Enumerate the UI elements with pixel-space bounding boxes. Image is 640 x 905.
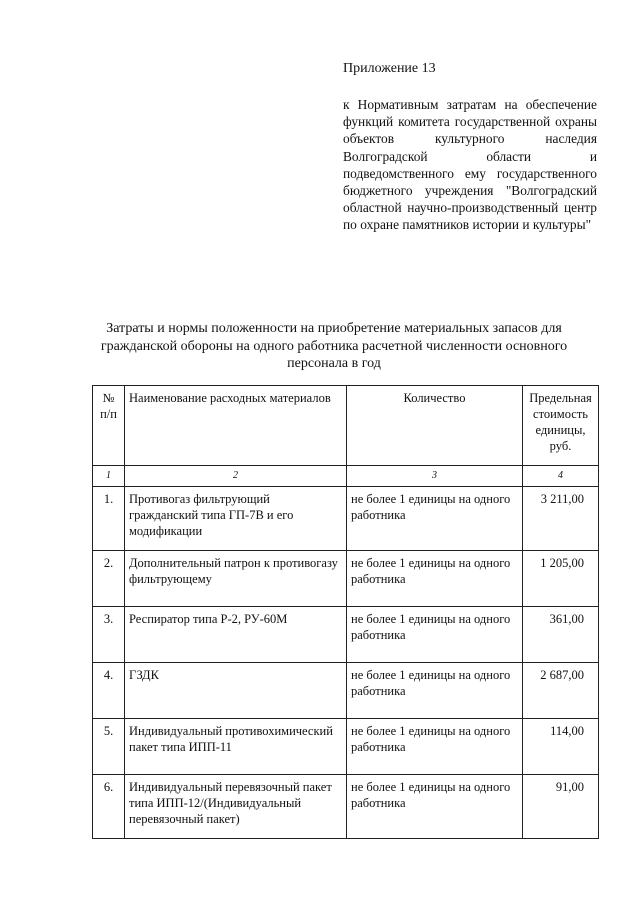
row-price: 1 205,00 — [523, 551, 599, 607]
table-row — [93, 775, 599, 839]
table-row — [93, 607, 599, 663]
table-row — [93, 487, 599, 551]
column-index: 2 — [125, 466, 347, 487]
row-num: 6. — [93, 775, 125, 839]
row-quantity: не более 1 единицы на одного работника — [347, 719, 523, 775]
row-name: ГЗДК — [125, 663, 347, 719]
row-price: 3 211,00 — [523, 487, 599, 551]
table-row — [93, 719, 599, 775]
header-quantity: Количество — [347, 386, 523, 466]
row-price: 91,00 — [523, 775, 599, 839]
row-name: Дополнительный патрон к противогазу фильтрующему — [125, 551, 347, 607]
table-row — [93, 663, 599, 719]
row-quantity: не более 1 единицы на одного работника — [347, 551, 523, 607]
table-header-row — [93, 386, 599, 466]
header-name: Наименование расходных материалов — [125, 386, 347, 466]
column-index: 4 — [523, 466, 599, 487]
row-num: 3. — [93, 607, 125, 663]
row-quantity: не более 1 единицы на одного работника — [347, 775, 523, 839]
row-price: 2 687,00 — [523, 663, 599, 719]
row-num: 2. — [93, 551, 125, 607]
row-name: Респиратор типа Р-2, РУ-60М — [125, 607, 347, 663]
column-index-row — [93, 466, 599, 487]
row-num: 5. — [93, 719, 125, 775]
row-num: 4. — [93, 663, 125, 719]
header-price: Предельная стоимость единицы, руб. — [523, 386, 599, 466]
row-name: Противогаз фильтрующий гражданский типа ГП-7В и его модификации — [125, 487, 347, 551]
row-name: Индивидуальный перевязочный пакет типа ИПП-12/(Индивидуальный перевязочный пакет) — [125, 775, 347, 839]
table-row — [93, 551, 599, 607]
row-name: Индивидуальный противохимический пакет типа ИПП-11 — [125, 719, 347, 775]
row-price: 361,00 — [523, 607, 599, 663]
header-num: № п/п — [93, 386, 125, 466]
appendix-title: Приложение 13 — [343, 61, 436, 76]
row-price: 114,00 — [523, 719, 599, 775]
appendix-reference-text: к Нормативным затратам на обеспечение функций комитета государственной охраны объектов культурного наследия Волгоградской области и подведомственного ему государственного бюджетного учреждения "Волгоградский областной научно-производственный центр по охране памятников истории и культуры" — [343, 97, 597, 233]
row-num: 1. — [93, 487, 125, 551]
column-index: 1 — [93, 466, 125, 487]
column-index: 3 — [347, 466, 523, 487]
row-quantity: не более 1 единицы на одного работника — [347, 487, 523, 551]
row-quantity: не более 1 единицы на одного работника — [347, 663, 523, 719]
norms-table — [92, 385, 599, 839]
document-title: Затраты и нормы положенности на приобретение материальных запасов для гражданской обороны на одного работника расчетной численности основного персонала в год — [100, 321, 568, 371]
row-quantity: не более 1 единицы на одного работника — [347, 607, 523, 663]
